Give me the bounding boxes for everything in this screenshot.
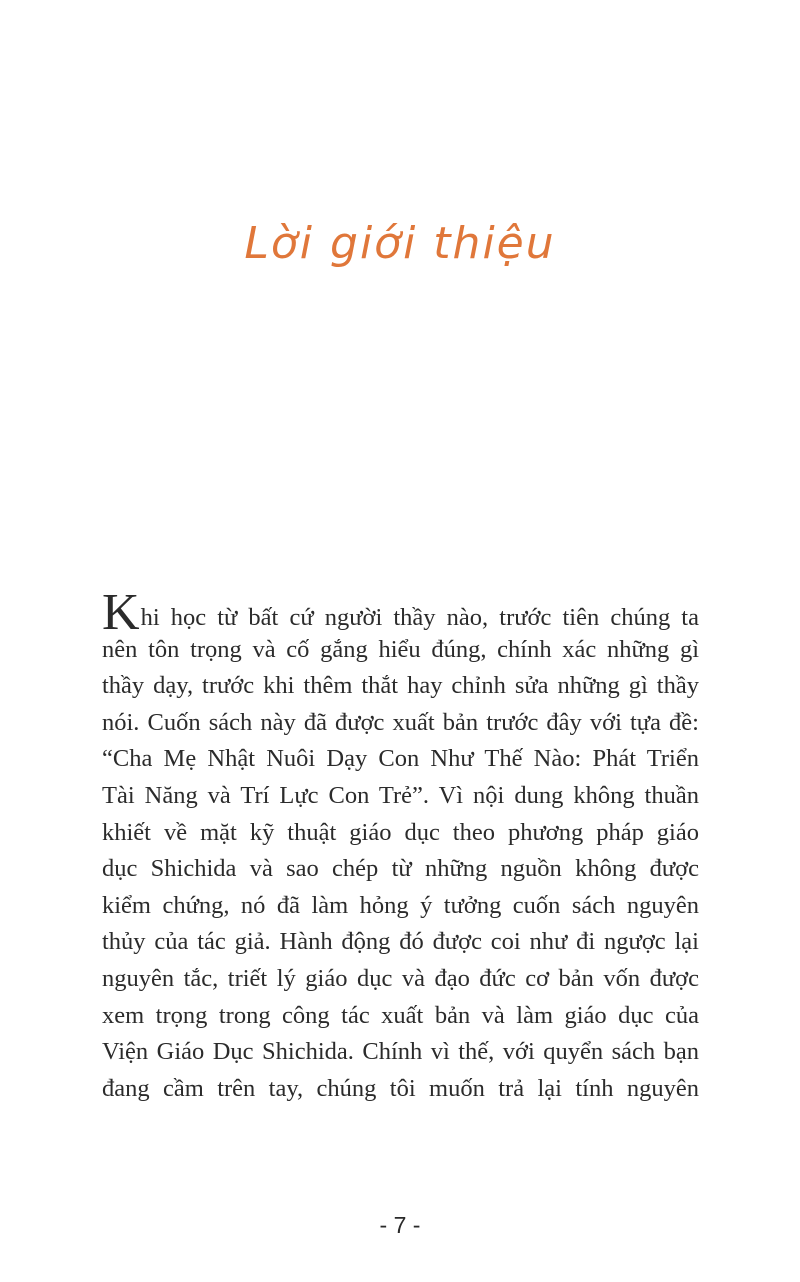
- paragraph-line: “Cha Mẹ Nhật Nuôi Dạy Con Như Thế Nào: Phát Triển: [102, 745, 699, 773]
- body-paragraph: [102, 584, 699, 1107]
- paragraph-line: Tài Năng và Trí Lực Con Trẻ”. Vì nội dung không thuần: [102, 781, 699, 809]
- paragraph-line: nên tôn trọng và cố gắng hiểu đúng, chính xác những gì: [102, 635, 699, 663]
- paragraph-line: dục Shichida và sao chép từ những nguồn không được: [102, 855, 699, 883]
- paragraph-line: Viện Giáo Dục Shichida. Chính vì thế, với quyển sách bạn: [102, 1038, 699, 1066]
- drop-cap: K: [102, 584, 140, 641]
- page-number: - 7 -: [379, 1212, 421, 1238]
- chapter-title: Lời giới thiệu: [244, 218, 556, 269]
- paragraph-line: khiết về mặt kỹ thuật giáo dục theo phương pháp giáo: [102, 818, 699, 846]
- paragraph-line: thủy của tác giả. Hành động đó được coi như đi ngược lại: [102, 928, 699, 956]
- paragraph-line: nói. Cuốn sách này đã được xuất bản trước đây với tựa đề:: [102, 708, 699, 736]
- paragraph-line: xem trọng trong công tác xuất bản và làm giáo dục của: [102, 1001, 699, 1029]
- paragraph-line: kiểm chứng, nó đã làm hỏng ý tưởng cuốn sách nguyên: [102, 891, 699, 919]
- paragraph-line: thầy dạy, trước khi thêm thắt hay chỉnh sửa những gì thầy: [102, 672, 699, 700]
- paragraph-line: nguyên tắc, triết lý giáo dục và đạo đức cơ bản vốn được: [102, 964, 699, 992]
- paragraph-line: [102, 584, 699, 641]
- first-line-text: hi học từ bất cứ người thầy nào, trước tiên chúng ta: [140, 604, 699, 631]
- paragraph-line: đang cầm trên tay, chúng tôi muốn trả lại tính nguyên: [102, 1074, 699, 1102]
